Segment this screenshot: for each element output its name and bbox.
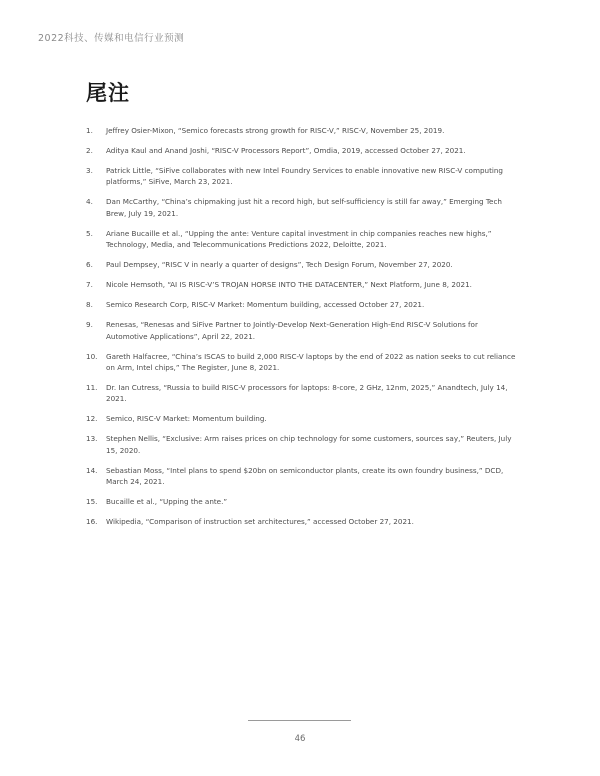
page-number: 46 <box>294 734 306 744</box>
endnote-number: 5. <box>86 228 93 238</box>
endnote-item <box>86 279 516 290</box>
endnote-text: Paul Dempsey, “RISC V in nearly a quarter of designs”, Tech Design Forum, November 27, 2020. <box>106 260 453 270</box>
endnote-number: 7. <box>86 280 93 290</box>
endnote-number: 2. <box>86 146 93 155</box>
endnote-text: Gareth Halfacree, “China’s ISCAS to build 2,000 RISC-V laptops by the end of 2022 as nation seeks to cut reliance on Arm, Intel chips,” The Register, June 8, 2021. <box>106 351 516 373</box>
endnote-number: 6. <box>86 260 93 270</box>
endnote-number: 10. <box>86 351 98 361</box>
endnote-number: 11. <box>86 383 98 393</box>
endnote-number: 13. <box>86 434 98 444</box>
endnote-text: Semico, RISC-V Market: Momentum building. <box>106 414 267 424</box>
running-header: 2022科技、传媒和电信行业预测 <box>38 33 185 44</box>
endnote-item <box>86 196 516 219</box>
endnote-text: Ariane Bucaille et al., “Upping the ante: Venture capital investment in chip companies reaches new highs,” Technology, Media, and Telecommunications Predictions 2022, Deloitte, 2021. <box>106 228 492 250</box>
endnote-item <box>86 125 516 136</box>
endnote-item <box>86 496 516 507</box>
endnote-item <box>86 319 516 342</box>
endnote-item <box>86 299 516 310</box>
endnote-item <box>86 382 516 405</box>
endnote-number: 1. <box>86 126 93 135</box>
endnote-item <box>86 433 516 456</box>
endnote-item <box>86 516 516 527</box>
endnote-number: 3. <box>86 166 93 175</box>
endnote-text: Dan McCarthy, “China’s chipmaking just hit a record high, but self-sufficiency is still far away,” Emerging Tech Brew, July 19, 2021. <box>106 197 502 218</box>
endnote-number: 15. <box>86 497 98 507</box>
endnote-text: Renesas, “Renesas and SiFive Partner to Jointly-Develop Next-Generation High-End RISC-V Solutions for Automotive Applications”, April 22, 2021. <box>106 320 478 341</box>
endnote-text: Wikipedia, “Comparison of instruction set architectures,” accessed October 27, 2021. <box>106 517 414 527</box>
endnote-item <box>86 465 516 488</box>
endnote-item <box>86 228 516 251</box>
endnote-item <box>86 145 516 156</box>
endnote-item <box>86 351 516 374</box>
endnote-text: Patrick Little, “SiFive collaborates with new Intel Foundry Services to enable innovative new RISC-V computing platforms,” SiFive, March 23, 2021. <box>106 166 503 187</box>
endnote-number: 9. <box>86 320 93 330</box>
footer-divider <box>248 720 351 721</box>
endnote-text: Semico Research Corp, RISC-V Market: Momentum building, accessed October 27, 2021. <box>106 300 425 310</box>
page-title: 尾注 <box>86 81 130 105</box>
endnote-text: Dr. Ian Cutress, “Russia to build RISC-V processors for laptops: 8-core, 2 GHz, 12nm, 2025,” Anandtech, July 14, 2021. <box>106 383 508 404</box>
endnote-number: 12. <box>86 414 98 424</box>
endnote-text: Stephen Nellis, “Exclusive: Arm raises prices on chip technology for some customers, sources say,” Reuters, July 15, 2020. <box>106 434 512 455</box>
endnote-text: Aditya Kaul and Anand Joshi, “RISC-V Processors Report”, Omdia, 2019, accessed October 27, 2021. <box>106 146 466 155</box>
endnote-number: 16. <box>86 517 98 527</box>
endnote-text: Nicole Hemsoth, “AI IS RISC-V’S TROJAN HORSE INTO THE DATACENTER,” Next Platform, June 8, 2021. <box>106 280 472 290</box>
endnote-number: 14. <box>86 465 98 475</box>
endnote-number: 4. <box>86 197 93 207</box>
endnote-text: Jeffrey Osier-Mixon, “Semico forecasts strong growth for RISC-V,” RISC-V, November 25, 2019. <box>106 126 445 135</box>
endnotes-list <box>86 125 516 536</box>
endnote-item <box>86 413 516 424</box>
endnote-text: Sebastian Moss, “Intel plans to spend $20bn on semiconductor plants, create its own foundry business,” DCD, March 24, 2021. <box>106 465 504 487</box>
endnote-number: 8. <box>86 300 93 310</box>
endnote-item <box>86 165 516 188</box>
endnote-item <box>86 259 516 270</box>
endnote-text: Bucaille et al., “Upping the ante.” <box>106 497 228 507</box>
